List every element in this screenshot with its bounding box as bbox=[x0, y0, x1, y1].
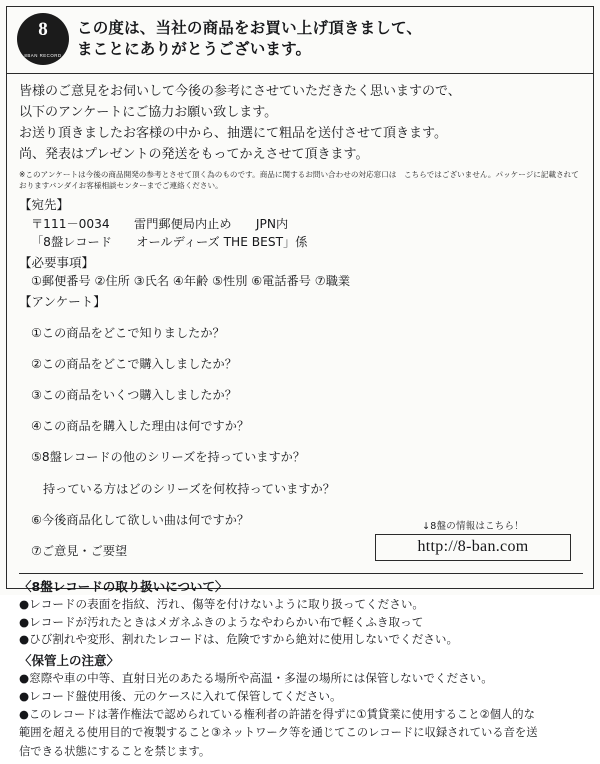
header-line-1: この度は、当社の商品をお買い上げ頂きまして、 bbox=[77, 19, 423, 38]
logo-number: 8 bbox=[38, 19, 48, 40]
handling-item-1: ●レコードの表面を指紋、汚れ、傷等を付けないように取り扱ってください。 bbox=[19, 597, 425, 612]
section-divider bbox=[19, 573, 583, 574]
logo-wordmark: 8BAN RECORD bbox=[24, 52, 62, 59]
question-item-5: ⑤8盤レコードの他のシリーズを持っていますか？ bbox=[31, 450, 306, 465]
address-line-2: 「8盤レコード オールディーズ THE BEST」係 bbox=[31, 235, 308, 250]
question-item-1: ①この商品をどこで知りましたか？ bbox=[31, 325, 225, 340]
legal-line-2: 範囲を超える使用目的で複製すること③ネットワーク等を通じてこのレコードに収録されている音を送 bbox=[19, 726, 538, 740]
intro-line-3: お送り頂きましたお客様の中から、抽選にて粗品を送付させて頂きます。 bbox=[19, 126, 447, 142]
address-block bbox=[19, 196, 583, 251]
intro-line-1: 皆様のご意見をお伺いして今後の参考にさせていただきたく思いますので、 bbox=[19, 84, 461, 99]
website-callout bbox=[375, 518, 571, 561]
required-title: 【必要事項】 bbox=[19, 254, 95, 270]
handling-title: 〈8盤レコードの取り扱いについて〉 bbox=[19, 579, 228, 595]
website-hint: ↓8盤の情報はこちら！ bbox=[422, 521, 524, 533]
question-item-2: ②この商品をどこで購入しましたか？ bbox=[31, 356, 237, 371]
legal-section bbox=[19, 706, 583, 759]
header-band bbox=[7, 7, 593, 74]
question-item-7: ⑦ご意見・ご要望 bbox=[31, 544, 128, 559]
question-item-5-sub: 持っている方はどのシリーズを何枚持っていますか？ bbox=[43, 481, 335, 496]
8ban-record-logo bbox=[17, 13, 69, 65]
address-line-1: 〒111－0034 雷門郵便局内止め JPN内 bbox=[31, 216, 289, 231]
intro-line-2: 以下のアンケートにご協力お願い致します。 bbox=[19, 105, 278, 121]
storage-item-1: ●窓際や車の中等、直射日光のあたる場所や高温・多湿の場所には保管しないでください。 bbox=[19, 671, 493, 686]
question-item-6: ⑥今後商品化して欲しい曲は何ですか？ bbox=[31, 512, 250, 527]
required-line-1: ①郵便番号 ②住所 ③氏名 ④年齢 ⑤性別 ⑥電話番号 ⑦職業 bbox=[31, 274, 351, 289]
intro-footnote: ※このアンケートは今後の商品開発の参考とさせて頂く為のものです。商品に関するお問い合わせの対応窓口は こちらではございません。パッケージに記載されておりますバンダイお客様相談センターまでご連絡ください。 bbox=[19, 170, 579, 191]
handling-item-2: ●レコードが汚れたときはメガネふきのようなやわらかい布で軽くふき取って bbox=[19, 614, 424, 629]
question-item-3: ③この商品をいくつ購入しましたか？ bbox=[31, 387, 237, 402]
insert-card bbox=[6, 6, 594, 758]
address-title: 【宛先】 bbox=[19, 197, 70, 213]
intro-line-4: 尚、発表はプレゼントの発送をもってかえさせて頂きます。 bbox=[19, 147, 369, 163]
legal-line-1: ●このレコードは著作権法で認められている権利者の許諾を得ずに①賃貸業に使用すること②個人的な bbox=[19, 708, 535, 722]
storage-item-2: ●レコード盤使用後、元のケースに入れて保管してください。 bbox=[19, 688, 342, 703]
legal-line-3: 信できる状態にすることを禁じます。 bbox=[19, 744, 211, 758]
questionnaire-title: 【アンケート】 bbox=[19, 293, 106, 309]
handling-item-3: ●ひび割れや変形、割れたレコードは、危険ですから絶対に使用しないでください。 bbox=[19, 632, 459, 647]
handling-section bbox=[19, 577, 583, 648]
header-line-2: まことにありがとうございます。 bbox=[77, 40, 312, 58]
questionnaire-block bbox=[19, 293, 583, 562]
question-item-4: ④この商品を購入した理由は何ですか？ bbox=[31, 419, 250, 434]
required-fields-block bbox=[19, 254, 583, 291]
header-title bbox=[77, 18, 585, 60]
storage-title: 〈保管上の注意〉 bbox=[19, 653, 120, 669]
storage-section bbox=[19, 651, 583, 705]
body-content bbox=[7, 74, 593, 764]
website-url[interactable]: http://8-ban.com bbox=[375, 534, 571, 561]
